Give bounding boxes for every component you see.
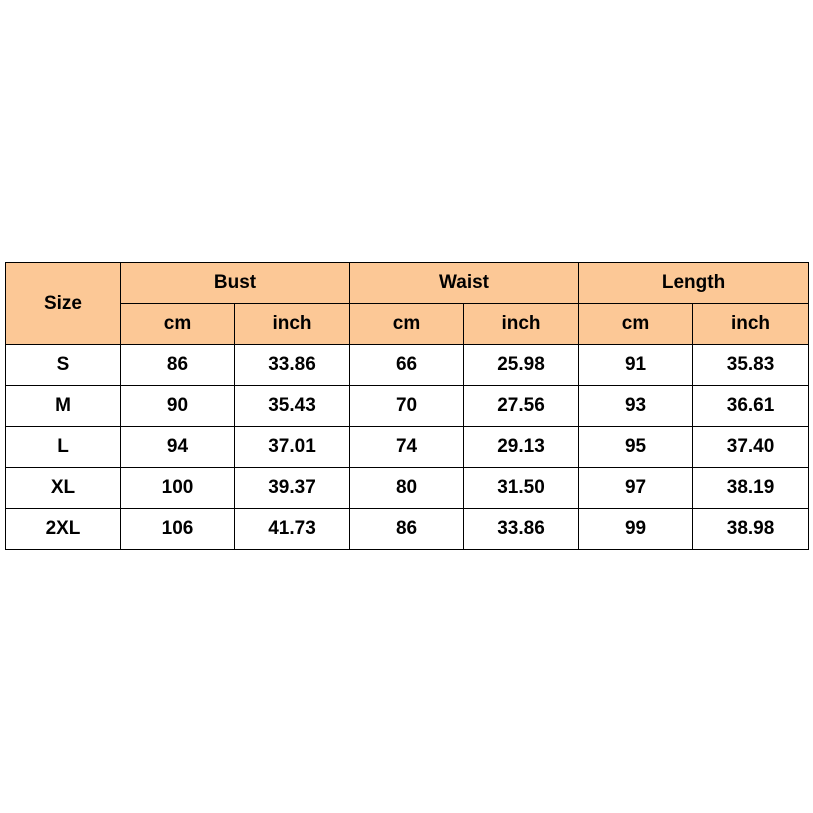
cell-waist-cm: 70 [350, 386, 464, 427]
cell-waist-inch: 31.50 [464, 468, 579, 509]
table-row [6, 468, 809, 509]
table-body [6, 345, 809, 550]
cell-waist-inch: 29.13 [464, 427, 579, 468]
cell-size: 2XL [6, 509, 121, 550]
cell-waist-inch: 25.98 [464, 345, 579, 386]
header-unit-waist-inch: inch [464, 304, 579, 345]
cell-size: M [6, 386, 121, 427]
table-header [6, 263, 809, 345]
header-unit-waist-cm: cm [350, 304, 464, 345]
cell-waist-cm: 80 [350, 468, 464, 509]
cell-bust-cm: 86 [121, 345, 235, 386]
cell-bust-cm: 94 [121, 427, 235, 468]
header-row-groups [6, 263, 809, 304]
cell-length-cm: 97 [579, 468, 693, 509]
cell-length-cm: 99 [579, 509, 693, 550]
cell-waist-cm: 86 [350, 509, 464, 550]
table-row [6, 509, 809, 550]
cell-length-inch: 38.19 [693, 468, 809, 509]
cell-length-inch: 35.83 [693, 345, 809, 386]
cell-length-cm: 91 [579, 345, 693, 386]
header-unit-length-cm: cm [579, 304, 693, 345]
cell-bust-cm: 100 [121, 468, 235, 509]
cell-bust-inch: 37.01 [235, 427, 350, 468]
cell-waist-inch: 33.86 [464, 509, 579, 550]
cell-bust-inch: 33.86 [235, 345, 350, 386]
cell-bust-cm: 106 [121, 509, 235, 550]
cell-length-inch: 38.98 [693, 509, 809, 550]
cell-waist-cm: 74 [350, 427, 464, 468]
cell-waist-cm: 66 [350, 345, 464, 386]
size-chart-table [5, 262, 809, 550]
cell-length-cm: 93 [579, 386, 693, 427]
cell-length-inch: 37.40 [693, 427, 809, 468]
cell-length-cm: 95 [579, 427, 693, 468]
header-waist: Waist [350, 263, 579, 304]
table-row [6, 427, 809, 468]
cell-length-inch: 36.61 [693, 386, 809, 427]
cell-bust-inch: 35.43 [235, 386, 350, 427]
header-size: Size [6, 263, 121, 345]
cell-size: L [6, 427, 121, 468]
cell-bust-cm: 90 [121, 386, 235, 427]
table-row [6, 345, 809, 386]
cell-waist-inch: 27.56 [464, 386, 579, 427]
header-unit-length-inch: inch [693, 304, 809, 345]
cell-size: XL [6, 468, 121, 509]
cell-bust-inch: 41.73 [235, 509, 350, 550]
table-row [6, 386, 809, 427]
header-row-units [6, 304, 809, 345]
header-length: Length [579, 263, 809, 304]
header-bust: Bust [121, 263, 350, 304]
cell-bust-inch: 39.37 [235, 468, 350, 509]
header-unit-bust-inch: inch [235, 304, 350, 345]
cell-size: S [6, 345, 121, 386]
header-unit-bust-cm: cm [121, 304, 235, 345]
